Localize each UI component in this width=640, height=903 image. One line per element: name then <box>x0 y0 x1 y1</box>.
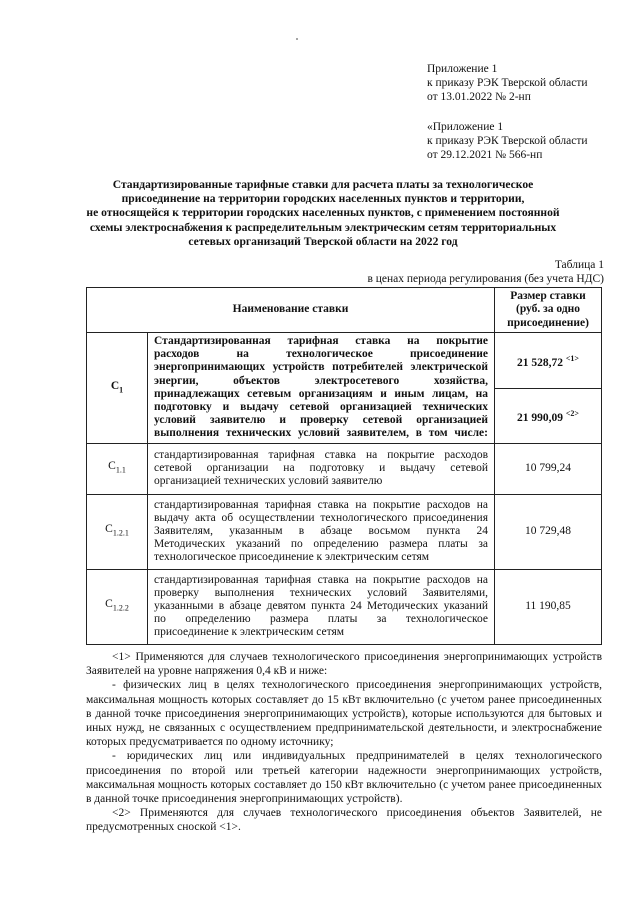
table-row <box>87 494 602 569</box>
rate-code: $C_1$ <box>87 333 148 444</box>
header-rate-size <box>495 288 602 333</box>
rate-description: стандартизированная тарифная ставка на покрытие расходов на выдачу акта об осуществлении технологического присоединения Заявителям, указанным в абзаце восьмом пункта 24 Методических указаний по определению размера платы за технологическое присоединение к электрическим сетям <box>148 494 495 569</box>
appendix-heading-current <box>427 62 627 104</box>
footnote-1-item: - физических лиц в целях технологического присоединения энергопринимающих устройств, максимальная мощность которых составляет до 15 кВт включительно (с учетом ранее присоединенных в данной точке присоединения энергопринимающих устройств), которые используются для бытовых и иных нужд, не связанных с осуществлением предпринимательской деятельности, и электроснабжение которых предусматривается по одному источнику; <box>86 679 602 749</box>
title-line: Стандартизированные тарифные ставки для расчета платы за технологическое <box>112 178 534 191</box>
table-label: Таблица 1 <box>554 259 604 271</box>
document-title <box>80 178 566 249</box>
rate-description: Стандартизированная тарифная ставка на покрытие расходов на технологическое присоединение энергопринимающих устройств потребителей электрической энергии, объектов электросетевого хозяйства, принадлежащих сетевым организациям и иным лицам, на подготовку и выдачу сетевой организацией технических условий заявителю и проверку сетевой организацией выполнения технических условий заявителем, в том числе: <box>148 333 495 444</box>
appendix-line: от 13.01.2022 № 2-нп <box>427 91 531 103</box>
table-row <box>87 569 602 644</box>
title-line: не относящейся к территории городских населенных пунктов, с применением постоянной <box>86 206 560 220</box>
rates-table <box>86 287 602 645</box>
rate-value: 21 528,72 $^{<1>}$ <box>495 333 602 389</box>
appendix-line: от 29.12.2021 № 566-нп <box>427 149 543 161</box>
title-line: схемы электроснабжения к распределительным электрическим сетям территориальных <box>89 220 557 234</box>
rate-value: 10 799,24 <box>495 443 602 494</box>
title-line: присоединение на территории городских населенных пунктов и территории, <box>121 192 525 206</box>
footnote-1-item: - юридических лиц или индивидуальных предпринимателей в целях технологического присоединения по второй или третьей категории надежности энергопринимающих устройств, максимальная мощность которых составляет до 150 кВт включительно (с учетом ранее присоединенных в данной точке присоединения энергопринимающих устройств). <box>86 750 602 806</box>
table-row <box>87 333 602 389</box>
header-rate-name: Наименование ставки <box>87 288 495 333</box>
rate-description: стандартизированная тарифная ставка на покрытие расходов на проверку выполнения технических условий Заявителями, указанными в абзаце девятом пункта 24 Методических указаний по определению размера платы за технологическое присоединение к электрическим сетям <box>148 569 495 644</box>
scan-speck <box>296 38 298 40</box>
rate-code: $C_{1.2.2}$ <box>87 569 148 644</box>
appendix-line: к приказу РЭК Тверской области <box>427 77 588 89</box>
title-line: сетевых организаций Тверской области на 2022 год <box>188 234 458 248</box>
rate-value: 21 990,09 $^{<2>}$ <box>495 389 602 443</box>
table-row <box>87 443 602 494</box>
appendix-line: к приказу РЭК Тверской области <box>427 135 588 147</box>
rate-code: $C_{1.1}$ <box>87 443 148 494</box>
rate-code: $C_{1.2.1}$ <box>87 494 148 569</box>
rate-value: 10 729,48 <box>495 494 602 569</box>
footnote-1: <1> Применяются для случаев технологического присоединения энергопринимающих устройств Заявителей на уровне напряжения 0,4 кВ и ниже: <box>86 651 602 678</box>
appendix-line: Приложение 1 <box>427 63 498 75</box>
header-size-line: присоединение) <box>507 316 589 329</box>
footnotes <box>86 650 602 835</box>
appendix-heading-original <box>427 120 627 162</box>
header-size-line: (руб. за одно <box>515 303 581 316</box>
table-header-row <box>87 288 602 333</box>
appendix-line: «Приложение 1 <box>427 121 504 133</box>
prices-note: в ценах периода регулирования (без учета НДС) <box>367 273 604 285</box>
footnote-2: <2> Применяются для случаев технологического присоединения объектов Заявителей, не предусмотренных сноской <1>. <box>86 807 602 834</box>
header-size-line: Размер ставки <box>510 290 586 303</box>
rate-value: 11 190,85 <box>495 569 602 644</box>
rate-description: стандартизированная тарифная ставка на покрытие расходов сетевой организации на подготовку и выдачу сетевой организацией технических условий заявителю <box>148 443 495 494</box>
